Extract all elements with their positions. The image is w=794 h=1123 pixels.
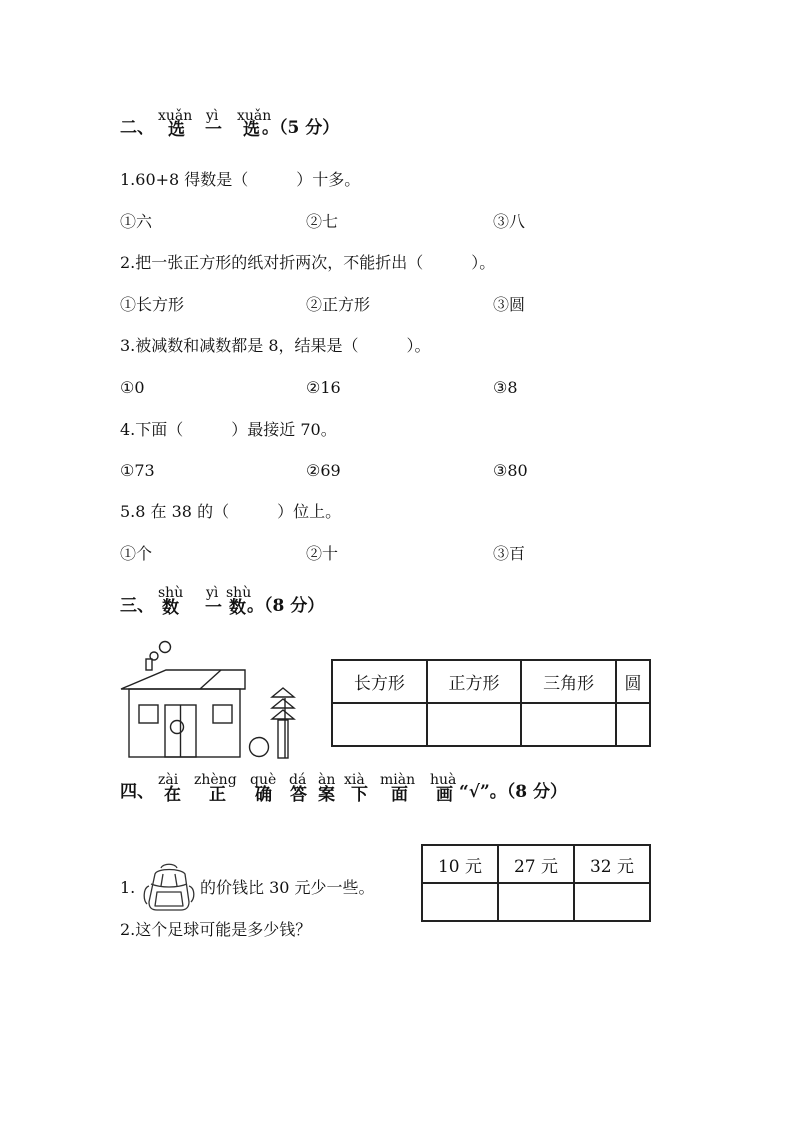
ball-circle [250,738,269,757]
section3-score: 。（8 分） [247,596,325,616]
roof [121,670,245,689]
price-27: 27 元 [498,845,574,883]
pinyin-mian: miàn [380,772,416,788]
pinyin-shu1: shù [158,585,184,601]
char-yi: 一 [205,120,222,140]
section4-number: 四、 [120,782,154,802]
char-an: 案 [318,785,335,805]
q4-option-c: ③80 [493,461,528,480]
char-shu2: 数 [229,598,246,618]
q5-option-c: ③百 [493,544,526,563]
char-da: 答 [290,785,307,805]
header-triangle: 三角形 [521,660,616,703]
pinyin-shu2: shù [226,585,252,601]
tick-cell-32[interactable] [574,883,650,921]
answer-cell-square[interactable] [427,703,522,746]
q2-option-a: ①长方形 [120,295,185,314]
door-knob-circle [171,721,184,734]
q1-option-a: ①六 [120,212,153,231]
question-2: 2.把一张正方形的纸对折两次，不能折出（ ）。 [120,253,496,272]
q4-1-text: 的价钱比 30 元少一些。 [200,878,375,897]
pinyin-xuan2: xuǎn [237,108,272,124]
q2-option-b: ②正方形 [306,295,371,314]
header-rectangle: 长方形 [332,660,427,703]
header-circle: 圆 [616,660,650,703]
window-right [213,705,232,723]
pinyin-yi: yì [206,108,219,124]
pinyin-zheng: zhèng [194,772,237,788]
pinyin-xia: xià [344,772,365,788]
pinyin-yi: yì [206,585,219,601]
section4-score: “√”。（8 分） [459,782,567,802]
q4-option-a: ①73 [120,461,155,480]
section2-number: 二、 [120,118,154,138]
q5-option-b: ②十 [306,544,339,563]
question-1: 1.60+8 得数是（ ）十多。 [120,170,361,189]
pinyin-que: què [250,772,277,788]
q2-option-c: ③圆 [493,295,526,314]
q1-option-c: ③八 [493,212,526,231]
section3-number: 三、 [120,596,154,616]
answer-cell-rectangle[interactable] [332,703,427,746]
window-left [139,705,158,723]
q3-option-b: ②16 [306,378,341,397]
pinyin-da: dá [289,772,307,788]
section2-score: 。（5 分） [262,118,340,138]
price-32: 32 元 [574,845,650,883]
tick-cell-10[interactable] [422,883,498,921]
chimney [146,659,152,670]
question-4: 4.下面（ ）最接近 70。 [120,420,337,439]
q4-option-b: ②69 [306,461,341,480]
pinyin-an: àn [318,772,336,788]
q1-option-b: ②七 [306,212,339,231]
char-xia: 下 [351,785,368,805]
backpack-icon [141,862,197,912]
char-que: 确 [255,785,272,805]
tree-trunk [278,720,288,758]
pinyin-hua: huà [430,772,457,788]
char-zheng: 正 [209,785,226,805]
q3-option-c: ③8 [493,378,518,397]
pinyin-zai: zài [158,772,179,788]
house-illustration [115,636,310,761]
char-shu1: 数 [162,598,179,618]
q3-option-a: ①0 [120,378,145,397]
pinyin-xuan1: xuǎn [158,108,193,124]
header-square: 正方形 [427,660,522,703]
price-10: 10 元 [422,845,498,883]
smoke-circle-large [160,642,171,653]
answer-cell-circle[interactable] [616,703,650,746]
char-mian: 面 [391,785,408,805]
char-yi: 一 [205,598,222,618]
question-5: 5.8 在 38 的（ ）位上。 [120,502,342,521]
char-xuan2: 选 [243,120,260,140]
answer-cell-triangle[interactable] [521,703,616,746]
price-table [421,844,651,922]
shape-count-table [331,659,651,747]
q4-2-text: 2.这个足球可能是多少钱？ [120,920,312,939]
q5-option-a: ①个 [120,544,153,563]
q4-1-prefix: 1. [120,878,136,897]
char-zai: 在 [164,785,181,805]
question-3: 3.被减数和减数都是 8，结果是（ ）。 [120,336,431,355]
char-hua: 画 [436,785,453,805]
char-xuan1: 选 [168,120,185,140]
tick-cell-27[interactable] [498,883,574,921]
